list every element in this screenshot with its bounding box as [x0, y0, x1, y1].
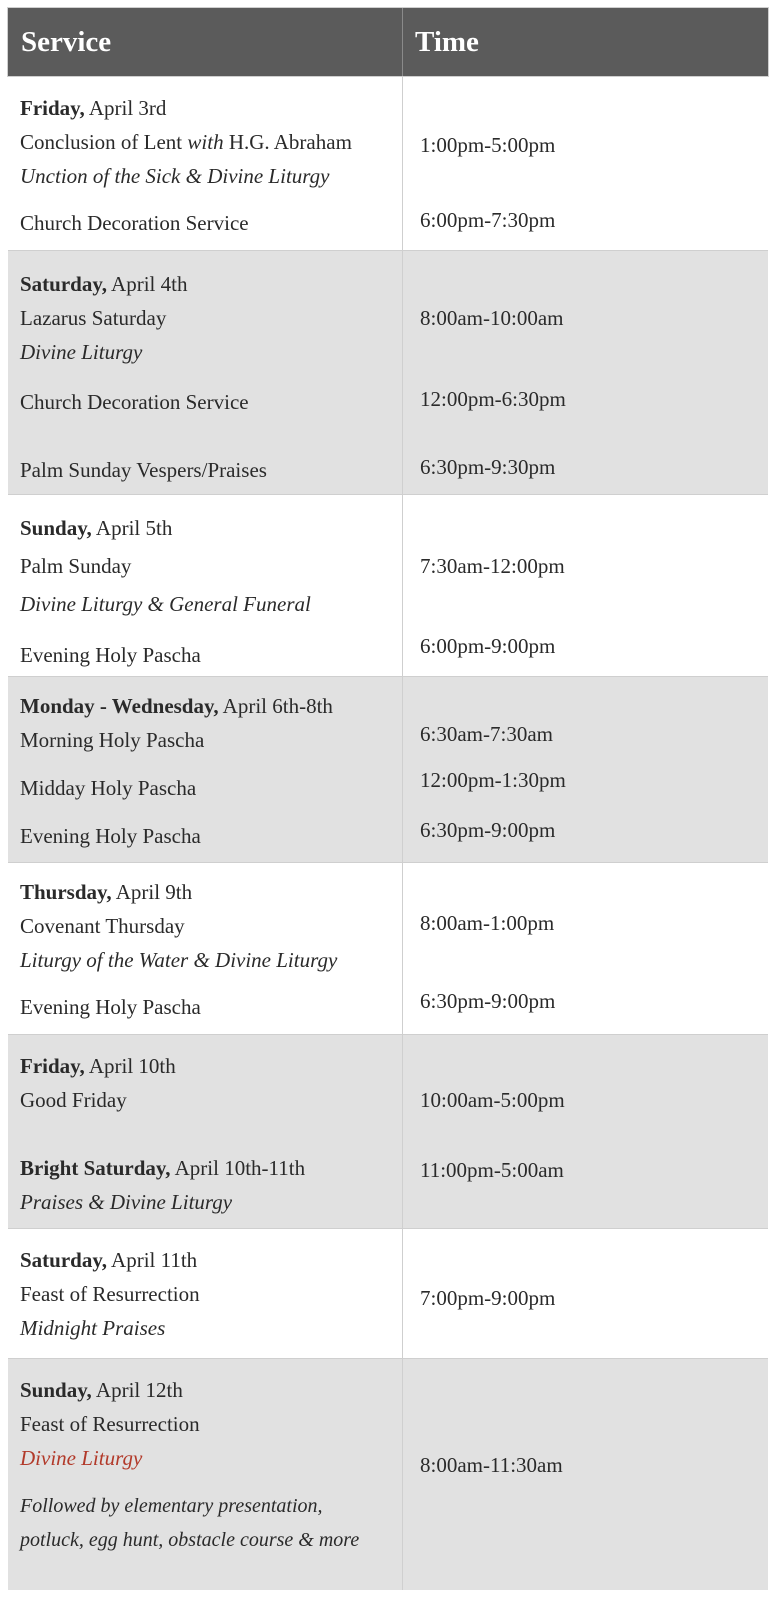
row-day: Monday - Wednesday, April 6th-8th [20, 694, 333, 718]
row-service-item: Evening Holy Pascha [20, 824, 201, 848]
row-note: potluck, egg hunt, obstacle course & more [20, 1529, 360, 1551]
row-time: 11:00pm-5:00am [420, 1158, 564, 1182]
row-day: Friday, April 3rd [20, 96, 167, 120]
row-service-subtitle: Unction of the Sick & Divine Liturgy [20, 164, 330, 188]
row-time: 7:30am-12:00pm [420, 554, 565, 578]
row-service-title: Feast of Resurrection [20, 1282, 200, 1306]
table-row [8, 676, 768, 862]
row-service-item: Midday Holy Pascha [20, 776, 197, 800]
table-row [8, 1034, 768, 1228]
row-time: 6:30pm-9:00pm [420, 818, 556, 842]
row-note: Followed by elementary presentation, [20, 1495, 323, 1517]
row-service-subtitle: Praises & Divine Liturgy [20, 1190, 233, 1214]
row-time: 6:30pm-9:00pm [420, 989, 556, 1013]
row-time: 1:00pm-5:00pm [420, 133, 556, 157]
row-day: Bright Saturday, April 10th-11th [20, 1156, 306, 1180]
row-day: Saturday, April 4th [20, 272, 188, 296]
row-service-title: Palm Sunday [20, 554, 132, 578]
row-day: Thursday, April 9th [20, 880, 193, 904]
row-time: 8:00am-10:00am [420, 306, 564, 330]
row-time: 10:00am-5:00pm [420, 1088, 565, 1112]
row-service-item: Church Decoration Service [20, 211, 249, 235]
row-service-subtitle: Midnight Praises [20, 1316, 166, 1340]
table-row [8, 862, 768, 1034]
row-service-item: Evening Holy Pascha [20, 995, 201, 1019]
header-service: Service [21, 26, 112, 58]
row-time: 8:00am-1:00pm [420, 911, 555, 935]
row-time: 6:00pm-9:00pm [420, 634, 556, 658]
row-time: 12:00pm-6:30pm [420, 387, 566, 411]
table-row [8, 1358, 768, 1590]
row-service-item: Morning Holy Pascha [20, 728, 205, 752]
row-service-title: Conclusion of Lent with H.G. Abraham [20, 130, 352, 154]
row-time: 6:00pm-7:30pm [420, 208, 556, 232]
row-day: Saturday, April 11th [20, 1248, 198, 1272]
row-day: Friday, April 10th [20, 1054, 176, 1078]
header-time: Time [415, 26, 479, 58]
table-row [8, 1228, 768, 1358]
row-time: 6:30pm-9:30pm [420, 455, 556, 479]
table-row [8, 250, 768, 494]
table-header [8, 8, 768, 76]
table-row [8, 76, 768, 250]
row-day: Sunday, April 12th [20, 1378, 183, 1402]
schedule-table [7, 7, 769, 1551]
row-service-title: Good Friday [20, 1088, 127, 1112]
row-service-title: Feast of Resurrection [20, 1412, 200, 1436]
row-service-subtitle: Divine Liturgy [20, 340, 143, 364]
row-service-item: Evening Holy Pascha [20, 643, 201, 667]
row-time: 6:30am-7:30am [420, 722, 553, 746]
row-time: 12:00pm-1:30pm [420, 768, 566, 792]
row-service-item: Church Decoration Service [20, 390, 249, 414]
row-service-title: Covenant Thursday [20, 914, 185, 938]
row-service-title: Lazarus Saturday [20, 306, 167, 330]
row-service-subtitle: Liturgy of the Water & Divine Liturgy [20, 948, 338, 972]
table-row [8, 494, 768, 676]
row-service-subtitle: Divine Liturgy & General Funeral [20, 592, 311, 616]
row-service-item: Palm Sunday Vespers/Praises [20, 458, 267, 482]
row-day: Sunday, April 5th [20, 516, 173, 540]
row-service-subtitle: Divine Liturgy [20, 1446, 143, 1470]
row-time: 7:00pm-9:00pm [420, 1286, 556, 1310]
row-time: 8:00am-11:30am [420, 1453, 563, 1477]
